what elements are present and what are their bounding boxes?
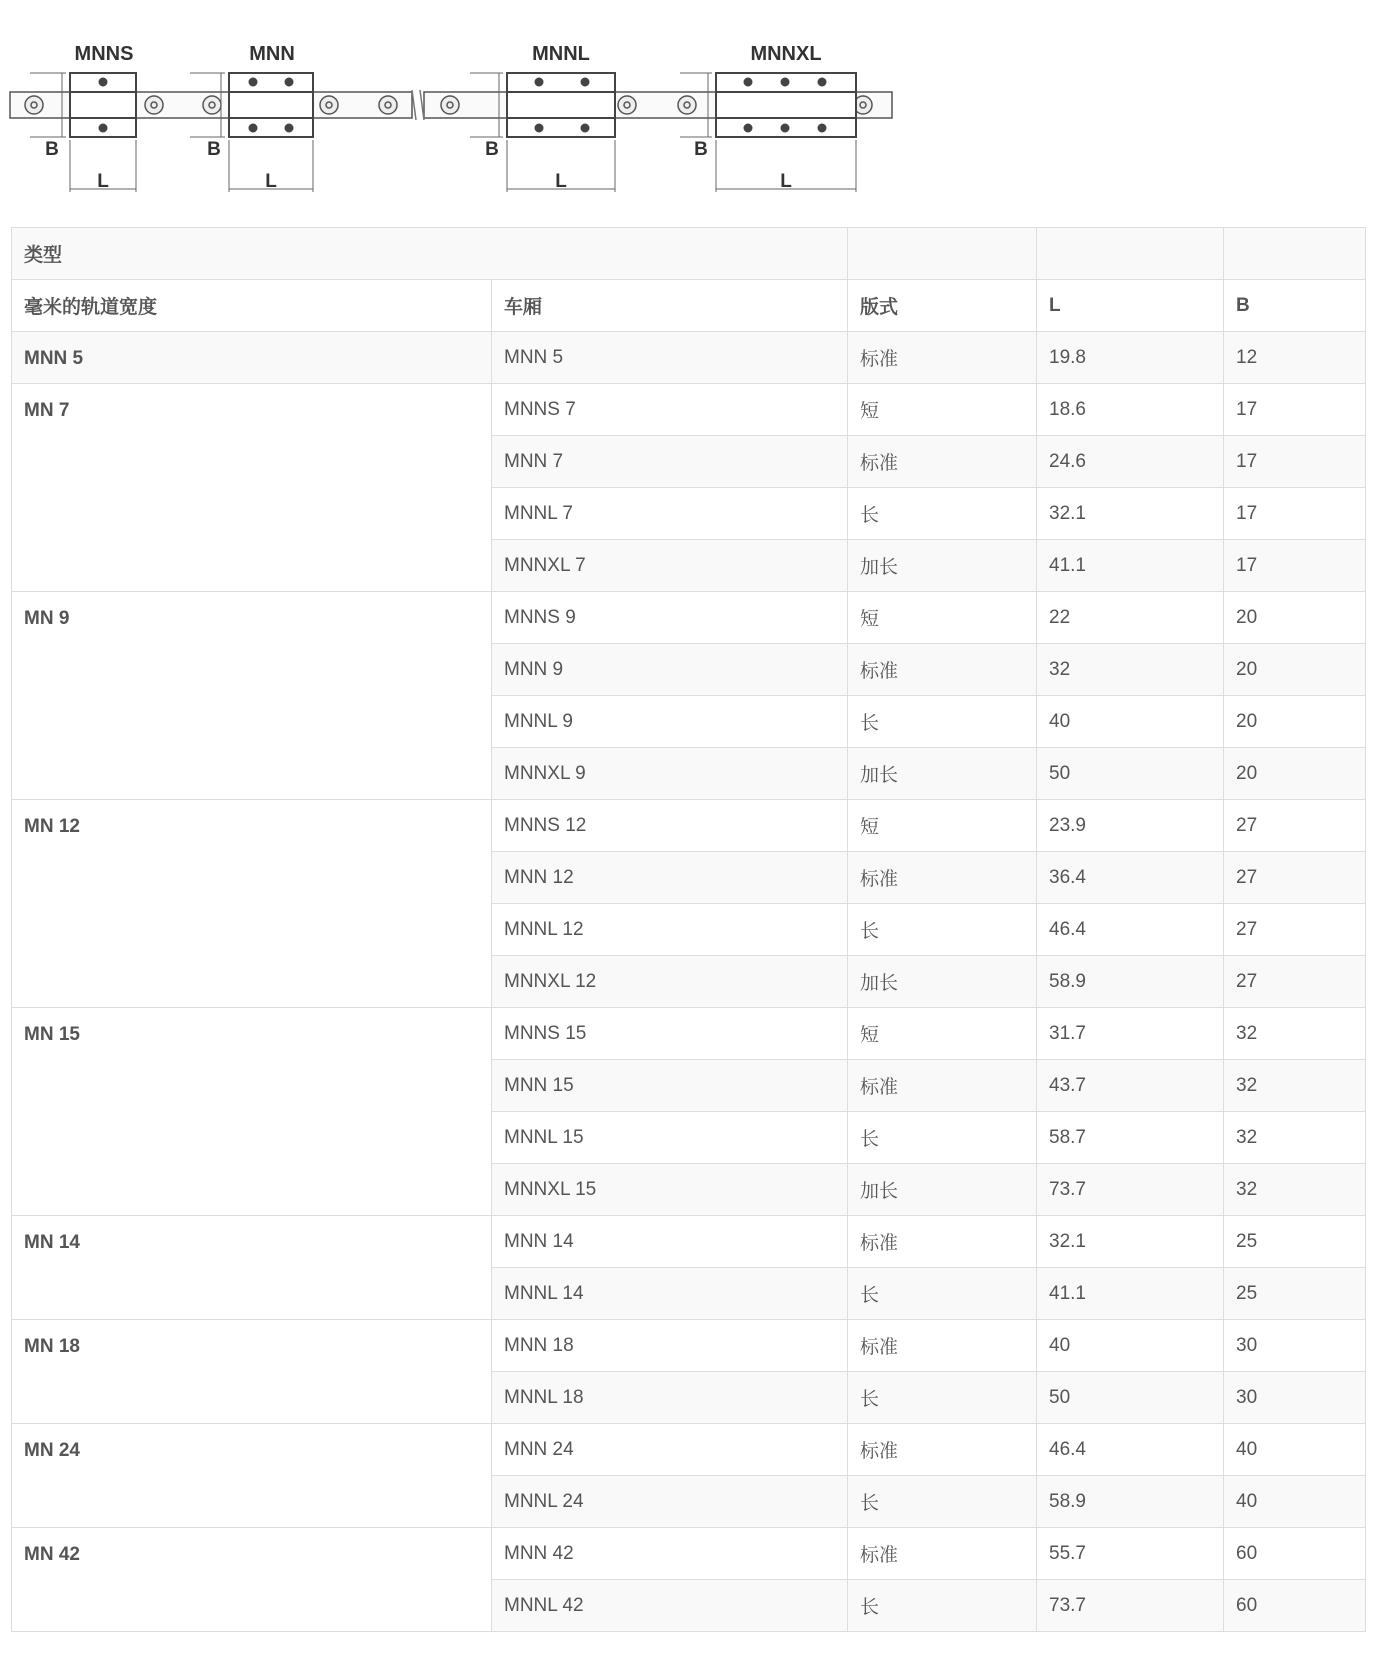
- header-empty-cell: [1224, 228, 1366, 280]
- carriage-cell: MNN 18: [492, 1320, 848, 1372]
- rail-width-cell: MN 15: [12, 1008, 492, 1216]
- l-value-cell: 58.9: [1037, 956, 1224, 1008]
- table-header-row-type: [12, 228, 1366, 280]
- l-value-cell: 58.7: [1037, 1112, 1224, 1164]
- b-value-cell: 12: [1224, 332, 1366, 384]
- b-value-cell: 27: [1224, 800, 1366, 852]
- b-value-cell: 32: [1224, 1164, 1366, 1216]
- carriage-cell: MNN 7: [492, 436, 848, 488]
- b-value-cell: 17: [1224, 540, 1366, 592]
- rail-width-cell: MN 18: [12, 1320, 492, 1424]
- b-value-cell: 60: [1224, 1528, 1366, 1580]
- dim-b-label: B: [207, 139, 221, 160]
- format-cell: 标准: [848, 332, 1037, 384]
- dim-l-label: L: [265, 171, 277, 192]
- b-value-cell: 40: [1224, 1424, 1366, 1476]
- l-value-cell: 40: [1037, 1320, 1224, 1372]
- header-carriage: 车厢: [492, 280, 848, 332]
- label-mnns: MNNS: [74, 43, 134, 65]
- format-cell: 加长: [848, 1164, 1037, 1216]
- table-row: [12, 1216, 1366, 1268]
- b-value-cell: 60: [1224, 1580, 1366, 1632]
- l-value-cell: 41.1: [1037, 540, 1224, 592]
- l-value-cell: 19.8: [1037, 332, 1224, 384]
- format-cell: 长: [848, 1112, 1037, 1164]
- l-value-cell: 32.1: [1037, 1216, 1224, 1268]
- carriage-cell: MNN 24: [492, 1424, 848, 1476]
- carriage-diagram: [0, 0, 920, 200]
- b-value-cell: 27: [1224, 852, 1366, 904]
- header-format: 版式: [848, 280, 1037, 332]
- l-value-cell: 73.7: [1037, 1580, 1224, 1632]
- format-cell: 短: [848, 1008, 1037, 1060]
- format-cell: 标准: [848, 644, 1037, 696]
- l-value-cell: 32.1: [1037, 488, 1224, 540]
- rail-width-cell: MN 42: [12, 1528, 492, 1632]
- label-mnnxl: MNNXL: [750, 43, 822, 65]
- carriage-mnns: [70, 73, 136, 137]
- carriage-cell: MNN 9: [492, 644, 848, 696]
- carriage-cell: MNNS 9: [492, 592, 848, 644]
- header-empty-cell: [848, 228, 1037, 280]
- format-cell: 标准: [848, 1528, 1037, 1580]
- table-row: [12, 1528, 1366, 1580]
- l-value-cell: 41.1: [1037, 1268, 1224, 1320]
- dim-b-label: B: [694, 139, 708, 160]
- carriage-mnn: [229, 73, 313, 137]
- format-cell: 长: [848, 904, 1037, 956]
- b-value-cell: 27: [1224, 904, 1366, 956]
- l-value-cell: 46.4: [1037, 1424, 1224, 1476]
- rail-width-cell: MN 24: [12, 1424, 492, 1528]
- rail-width-cell: MN 12: [12, 800, 492, 1008]
- table-row: [12, 1320, 1366, 1372]
- carriage-cell: MNN 42: [492, 1528, 848, 1580]
- carriage-cell: MNNS 15: [492, 1008, 848, 1060]
- l-value-cell: 46.4: [1037, 904, 1224, 956]
- header-rail-width: 毫米的轨道宽度: [12, 280, 492, 332]
- header-l: L: [1037, 280, 1224, 332]
- l-value-cell: 50: [1037, 1372, 1224, 1424]
- rail-width-cell: MN 7: [12, 384, 492, 592]
- b-value-cell: 17: [1224, 436, 1366, 488]
- table-row: [12, 800, 1366, 852]
- carriage-mnnl: [507, 73, 615, 137]
- b-value-cell: 32: [1224, 1060, 1366, 1112]
- l-value-cell: 18.6: [1037, 384, 1224, 436]
- b-value-cell: 30: [1224, 1372, 1366, 1424]
- table-row: [12, 592, 1366, 644]
- format-cell: 长: [848, 1580, 1037, 1632]
- format-cell: 短: [848, 384, 1037, 436]
- dim-l-label: L: [555, 171, 567, 192]
- format-cell: 长: [848, 1372, 1037, 1424]
- format-cell: 加长: [848, 748, 1037, 800]
- l-value-cell: 36.4: [1037, 852, 1224, 904]
- spec-table-body: [12, 228, 1366, 1632]
- dim-l-label: L: [97, 171, 109, 192]
- carriage-cell: MNN 15: [492, 1060, 848, 1112]
- label-mnnl: MNNL: [532, 43, 590, 65]
- dim-b-label: B: [485, 139, 499, 160]
- header-empty-cell: [1037, 228, 1224, 280]
- rail-width-cell: MNN 5: [12, 332, 492, 384]
- b-value-cell: 20: [1224, 696, 1366, 748]
- carriage-cell: MNN 14: [492, 1216, 848, 1268]
- carriage-cell: MNNL 9: [492, 696, 848, 748]
- b-value-cell: 20: [1224, 748, 1366, 800]
- format-cell: 标准: [848, 852, 1037, 904]
- rail-width-cell: MN 14: [12, 1216, 492, 1320]
- l-value-cell: 22: [1037, 592, 1224, 644]
- l-value-cell: 50: [1037, 748, 1224, 800]
- l-value-cell: 32: [1037, 644, 1224, 696]
- format-cell: 标准: [848, 1320, 1037, 1372]
- b-value-cell: 32: [1224, 1008, 1366, 1060]
- l-value-cell: 40: [1037, 696, 1224, 748]
- format-cell: 标准: [848, 1424, 1037, 1476]
- l-value-cell: 55.7: [1037, 1528, 1224, 1580]
- carriage-cell: MNNL 18: [492, 1372, 848, 1424]
- carriage-cell: MNNL 7: [492, 488, 848, 540]
- l-value-cell: 73.7: [1037, 1164, 1224, 1216]
- b-value-cell: 27: [1224, 956, 1366, 1008]
- carriage-cell: MNN 12: [492, 852, 848, 904]
- format-cell: 标准: [848, 1060, 1037, 1112]
- carriage-cell: MNN 5: [492, 332, 848, 384]
- carriage-cell: MNNXL 9: [492, 748, 848, 800]
- l-value-cell: 31.7: [1037, 1008, 1224, 1060]
- header-b: B: [1224, 280, 1366, 332]
- b-value-cell: 32: [1224, 1112, 1366, 1164]
- format-cell: 标准: [848, 436, 1037, 488]
- b-value-cell: 17: [1224, 384, 1366, 436]
- dim-l-label: L: [780, 171, 792, 192]
- table-row: [12, 384, 1366, 436]
- dim-b-label: B: [45, 139, 59, 160]
- carriage-cell: MNNL 42: [492, 1580, 848, 1632]
- b-value-cell: 40: [1224, 1476, 1366, 1528]
- carriage-cell: MNNS 7: [492, 384, 848, 436]
- rail-break: [412, 90, 424, 120]
- carriage-mnnxl: [716, 73, 856, 137]
- l-value-cell: 58.9: [1037, 1476, 1224, 1528]
- carriage-cell: MNNS 12: [492, 800, 848, 852]
- label-mnn: MNN: [249, 43, 295, 65]
- header-type: 类型: [12, 228, 848, 280]
- table-row: [12, 1008, 1366, 1060]
- carriage-cell: MNNL 12: [492, 904, 848, 956]
- format-cell: 短: [848, 800, 1037, 852]
- format-cell: 长: [848, 1268, 1037, 1320]
- carriage-cell: MNNXL 12: [492, 956, 848, 1008]
- format-cell: 长: [848, 488, 1037, 540]
- b-value-cell: 20: [1224, 592, 1366, 644]
- format-cell: 加长: [848, 956, 1037, 1008]
- carriage-cell: MNNL 15: [492, 1112, 848, 1164]
- format-cell: 加长: [848, 540, 1037, 592]
- carriage-cell: MNNXL 15: [492, 1164, 848, 1216]
- table-header-row: [12, 280, 1366, 332]
- format-cell: 长: [848, 696, 1037, 748]
- carriage-cell: MNNL 14: [492, 1268, 848, 1320]
- rail-width-cell: MN 9: [12, 592, 492, 800]
- carriage-cell: MNNL 24: [492, 1476, 848, 1528]
- spec-table: [11, 227, 1366, 1632]
- b-value-cell: 25: [1224, 1216, 1366, 1268]
- b-value-cell: 30: [1224, 1320, 1366, 1372]
- table-row: [12, 1424, 1366, 1476]
- format-cell: 标准: [848, 1216, 1037, 1268]
- format-cell: 短: [848, 592, 1037, 644]
- l-value-cell: 23.9: [1037, 800, 1224, 852]
- l-value-cell: 43.7: [1037, 1060, 1224, 1112]
- carriage-cell: MNNXL 7: [492, 540, 848, 592]
- format-cell: 长: [848, 1476, 1037, 1528]
- b-value-cell: 20: [1224, 644, 1366, 696]
- table-row: [12, 332, 1366, 384]
- b-value-cell: 25: [1224, 1268, 1366, 1320]
- b-value-cell: 17: [1224, 488, 1366, 540]
- l-value-cell: 24.6: [1037, 436, 1224, 488]
